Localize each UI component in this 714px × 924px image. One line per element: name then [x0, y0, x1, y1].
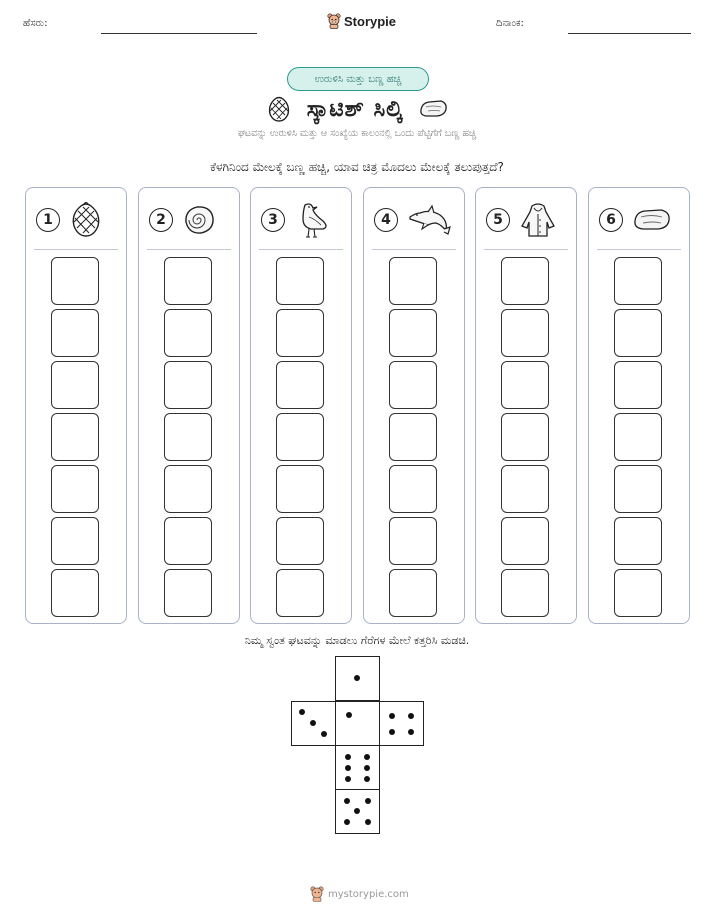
column-header: [149, 198, 233, 242]
color-cell[interactable]: [614, 257, 662, 305]
color-cell[interactable]: [614, 517, 662, 565]
color-cell[interactable]: [389, 465, 437, 513]
bear-mascot-icon: [327, 13, 341, 29]
color-cell[interactable]: [276, 257, 324, 305]
color-cell[interactable]: [276, 413, 324, 461]
column-2: [138, 187, 240, 624]
color-cell[interactable]: [51, 465, 99, 513]
color-cell[interactable]: [164, 309, 212, 357]
rock-icon: [631, 205, 673, 235]
column-header: [599, 198, 683, 242]
fishing-net-icon: [265, 95, 293, 123]
fishing-net-icon: [68, 200, 104, 240]
die-face-1-center: [335, 701, 380, 746]
color-cell[interactable]: [501, 257, 549, 305]
color-cell[interactable]: [389, 361, 437, 409]
color-cell[interactable]: [276, 309, 324, 357]
color-cell[interactable]: [51, 257, 99, 305]
date-line[interactable]: [568, 33, 691, 34]
column-number: 1: [36, 208, 60, 232]
die-face-1: [335, 656, 380, 701]
column-header: [261, 198, 345, 242]
color-cell[interactable]: [501, 465, 549, 513]
footer-url[interactable]: mystorypie.com: [328, 888, 409, 900]
brand-logo: [327, 13, 396, 29]
seagull-icon: [293, 199, 333, 241]
column-5: [475, 187, 577, 624]
color-cell[interactable]: [614, 361, 662, 409]
column-number: 5: [486, 208, 510, 232]
color-cell[interactable]: [389, 257, 437, 305]
cut-instruction: ನಿಮ್ಮ ಸ್ವಂತ ಘಟವನ್ನು ಮಾಡಲು ಗೆರೆಗಳ ಮೇಲೆ ಕತ್ತರಿಸಿ ಮಡಚಿ.: [244, 634, 470, 647]
color-cells: [164, 257, 214, 621]
column-3: [250, 187, 352, 624]
color-cell[interactable]: [164, 257, 212, 305]
color-cell[interactable]: [389, 517, 437, 565]
color-cell[interactable]: [501, 517, 549, 565]
color-cell[interactable]: [164, 465, 212, 513]
brand-name: Storypie: [344, 13, 397, 29]
color-cell[interactable]: [614, 309, 662, 357]
column-number: 4: [374, 208, 398, 232]
page-title: ಸ್ಕಾಟಿಶ್ ಸಿಲ್ಕಿ: [306, 96, 404, 122]
footer: [310, 886, 409, 902]
die-face-5: [335, 789, 380, 834]
name-line[interactable]: [101, 33, 257, 34]
color-cell[interactable]: [614, 569, 662, 617]
column-number: 2: [149, 208, 173, 232]
subtitle: ಘಟವನ್ನು ಉರುಳಿಸಿ ಮತ್ತು ಆ ಸಂಖ್ಯೆಯ ಕಾಲಂನಲ್ಲಿ ಒಂದು ಪೆಟ್ಟಿಗೆಗೆ ಬಣ್ಣ ಹಚ್ಚಿ: [237, 128, 477, 139]
die-face-6: [335, 745, 380, 790]
name-label: ಹೆಸರು:: [23, 18, 48, 29]
color-cell[interactable]: [164, 569, 212, 617]
die-face-3: [291, 701, 336, 746]
color-cell[interactable]: [51, 569, 99, 617]
color-cell[interactable]: [164, 361, 212, 409]
column-header: [36, 198, 120, 242]
column-header: [374, 198, 458, 242]
color-cell[interactable]: [614, 413, 662, 461]
color-cell[interactable]: [389, 309, 437, 357]
color-cell[interactable]: [389, 413, 437, 461]
column-4: [363, 187, 465, 624]
question: ಕೆಳಗಿನಿಂದ ಮೇಲಕ್ಕೆ ಬಣ್ಣ ಹಚ್ಚಿ, ಯಾವ ಚಿತ್ರ ಮೊದಲು ಮೇಲಕ್ಕೆ ತಲುಪುತ್ತದೆ?: [210, 160, 504, 174]
title-row: [0, 92, 714, 126]
bear-mascot-icon: [310, 886, 324, 902]
rock-icon: [417, 97, 449, 121]
color-cell[interactable]: [389, 569, 437, 617]
color-cells: [276, 257, 326, 621]
color-cells: [501, 257, 551, 621]
color-cell[interactable]: [276, 517, 324, 565]
color-cell[interactable]: [501, 569, 549, 617]
color-cell[interactable]: [51, 309, 99, 357]
dolphin-icon: [406, 201, 452, 239]
date-label: ದಿನಾಂಕ:: [496, 18, 524, 29]
color-cell[interactable]: [276, 465, 324, 513]
color-cell[interactable]: [614, 465, 662, 513]
raincoat-icon: [518, 200, 558, 240]
column-6: [588, 187, 690, 624]
color-cells: [614, 257, 664, 621]
color-cell[interactable]: [501, 361, 549, 409]
color-cell[interactable]: [51, 413, 99, 461]
column-number: 6: [599, 208, 623, 232]
color-cells: [389, 257, 439, 621]
color-cells: [51, 257, 101, 621]
color-cell[interactable]: [501, 413, 549, 461]
color-cell[interactable]: [501, 309, 549, 357]
seashell-icon: [181, 202, 217, 238]
die-face-4: [379, 701, 424, 746]
color-cell[interactable]: [51, 517, 99, 565]
activity-badge: ಉರುಳಿಸಿ ಮತ್ತು ಬಣ್ಣ ಹಚ್ಚಿ: [287, 67, 429, 91]
column-1: [25, 187, 127, 624]
color-cell[interactable]: [276, 569, 324, 617]
color-cell[interactable]: [164, 413, 212, 461]
color-cell[interactable]: [51, 361, 99, 409]
column-header: [486, 198, 570, 242]
color-cell[interactable]: [276, 361, 324, 409]
column-number: 3: [261, 208, 285, 232]
color-cell[interactable]: [164, 517, 212, 565]
